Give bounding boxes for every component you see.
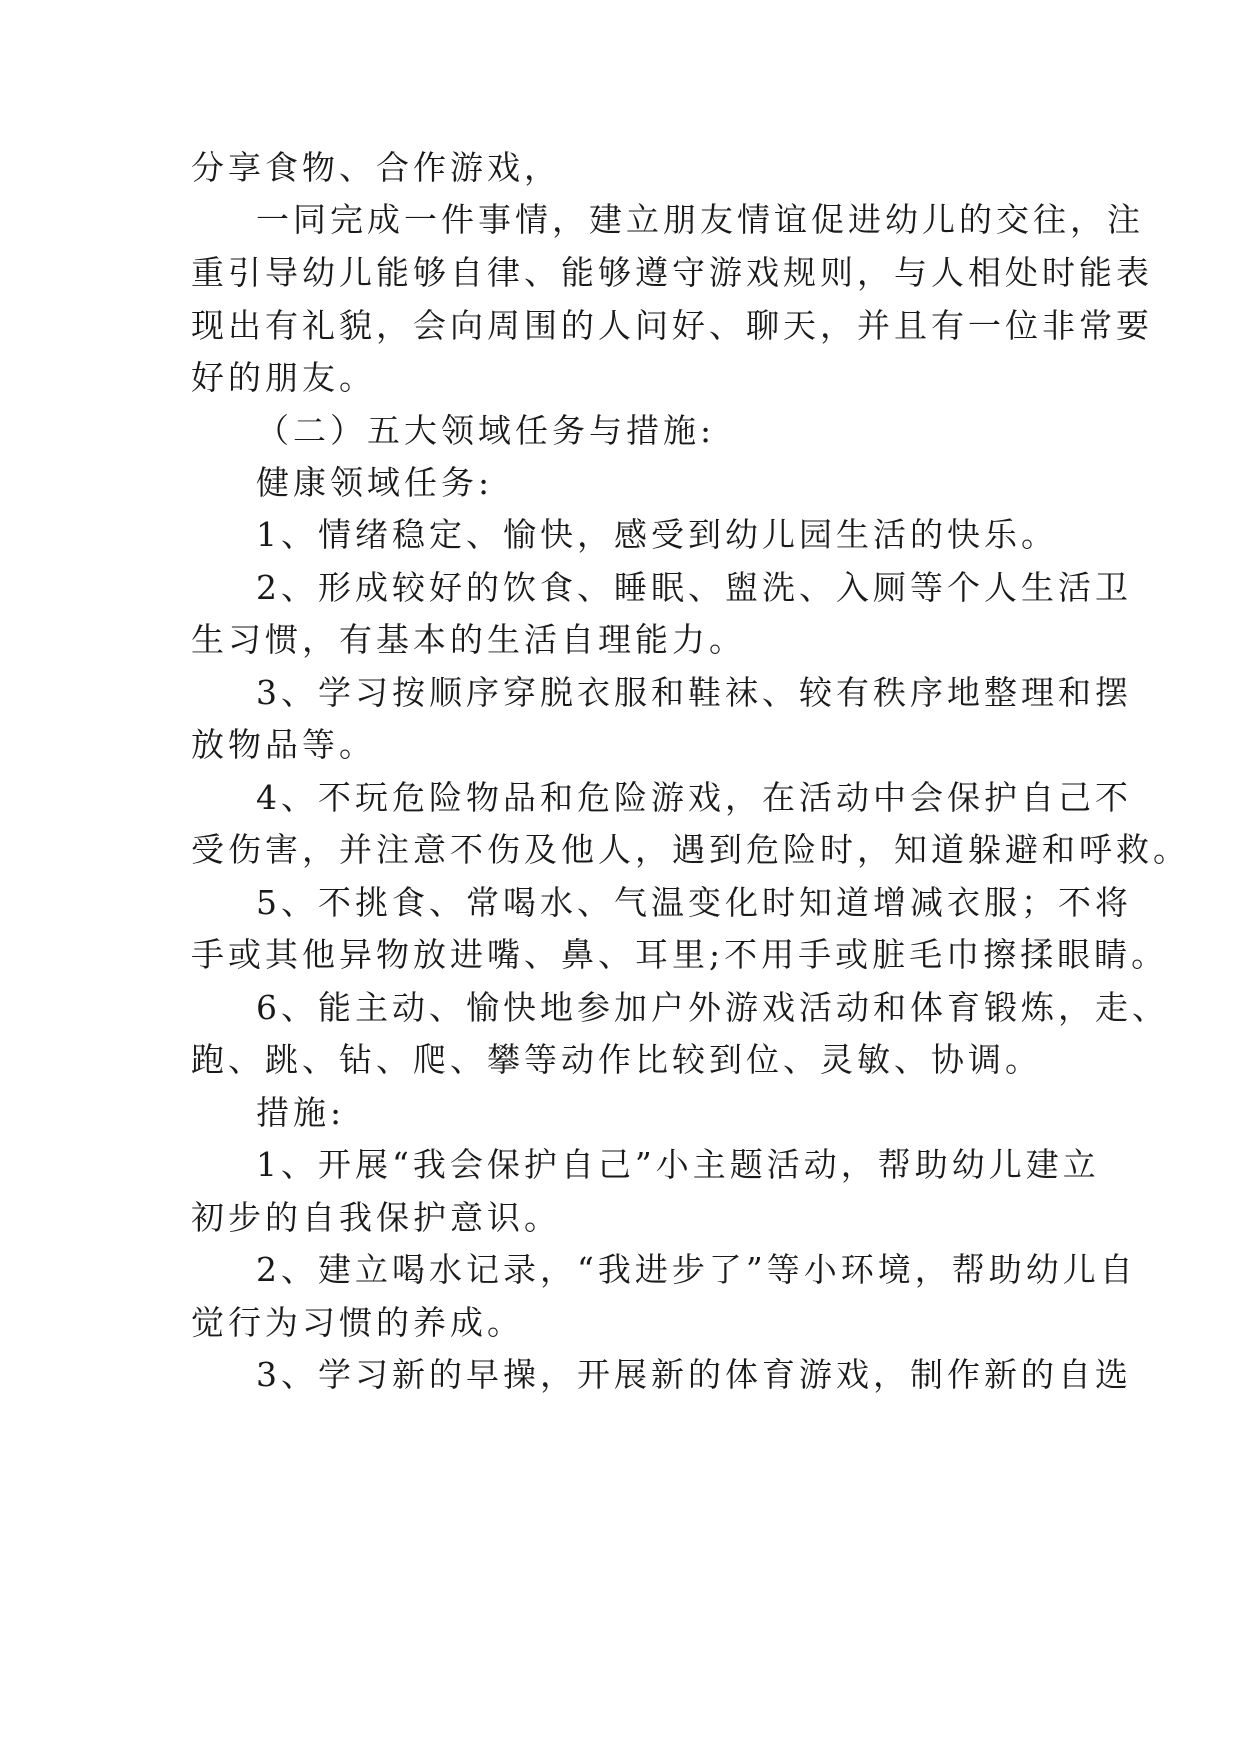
text-line-11: 3、学习按顺序穿脱衣服和鞋袜、较有秩序地整理和摆 xyxy=(256,673,1132,712)
text-line-4: 现出有礼貌，会向周围的人问好、聊天，并且有一位非常要 xyxy=(191,306,1153,345)
text-line-21: 初步的自我保护意识。 xyxy=(191,1198,561,1237)
text-line-17: 6、能主动、愉快地参加户外游戏活动和体育锻炼，走、 xyxy=(256,988,1169,1027)
subsection-heading-measures: 措施: xyxy=(256,1093,346,1132)
section-heading: （二）五大领域任务与措施: xyxy=(256,411,716,450)
text-line-2: 一同完成一件事情，建立朋友情谊促进幼儿的交往，注 xyxy=(256,200,1144,239)
text-line-16: 手或其他异物放进嘴、鼻、耳里;不用手或脏毛巾擦揉眼睛。 xyxy=(191,935,1169,974)
text-line-8: 1、情绪稳定、愉快，感受到幼儿园生活的快乐。 xyxy=(256,515,1058,554)
text-line-5: 好的朋友。 xyxy=(191,358,376,397)
text-line-14: 受伤害，并注意不伤及他人，遇到危险时，知道躲避和呼救。 xyxy=(191,830,1190,869)
text-line-24: 3、学习新的早操，开展新的体育游戏，制作新的自选 xyxy=(256,1355,1132,1394)
text-line-20: 1、开展“我会保护自己”小主题活动，帮助幼儿建立 xyxy=(256,1145,1100,1184)
text-line-10: 生习惯，有基本的生活自理能力。 xyxy=(191,620,746,659)
text-line-15: 5、不挑食、常喝水、气温变化时知道增减衣服；不将 xyxy=(256,883,1132,922)
text-line-1: 分享食物、合作游戏， xyxy=(191,148,561,187)
text-line-18: 跑、跳、钻、爬、攀等动作比较到位、灵敏、协调。 xyxy=(191,1040,1042,1079)
text-line-13: 4、不玩危险物品和危险游戏，在活动中会保护自己不 xyxy=(256,778,1132,817)
text-line-12: 放物品等。 xyxy=(191,725,376,764)
text-line-22: 2、建立喝水记录，“我进步了”等小环境，帮助幼儿自 xyxy=(256,1250,1137,1289)
text-line-3: 重引导幼儿能够自律、能够遵守游戏规则，与人相处时能表 xyxy=(191,253,1153,292)
text-line-9: 2、形成较好的饮食、睡眠、盥洗、入厕等个人生活卫 xyxy=(256,568,1132,607)
text-line-23: 觉行为习惯的养成。 xyxy=(191,1303,524,1342)
subsection-heading-health: 健康领域任务: xyxy=(256,463,494,502)
